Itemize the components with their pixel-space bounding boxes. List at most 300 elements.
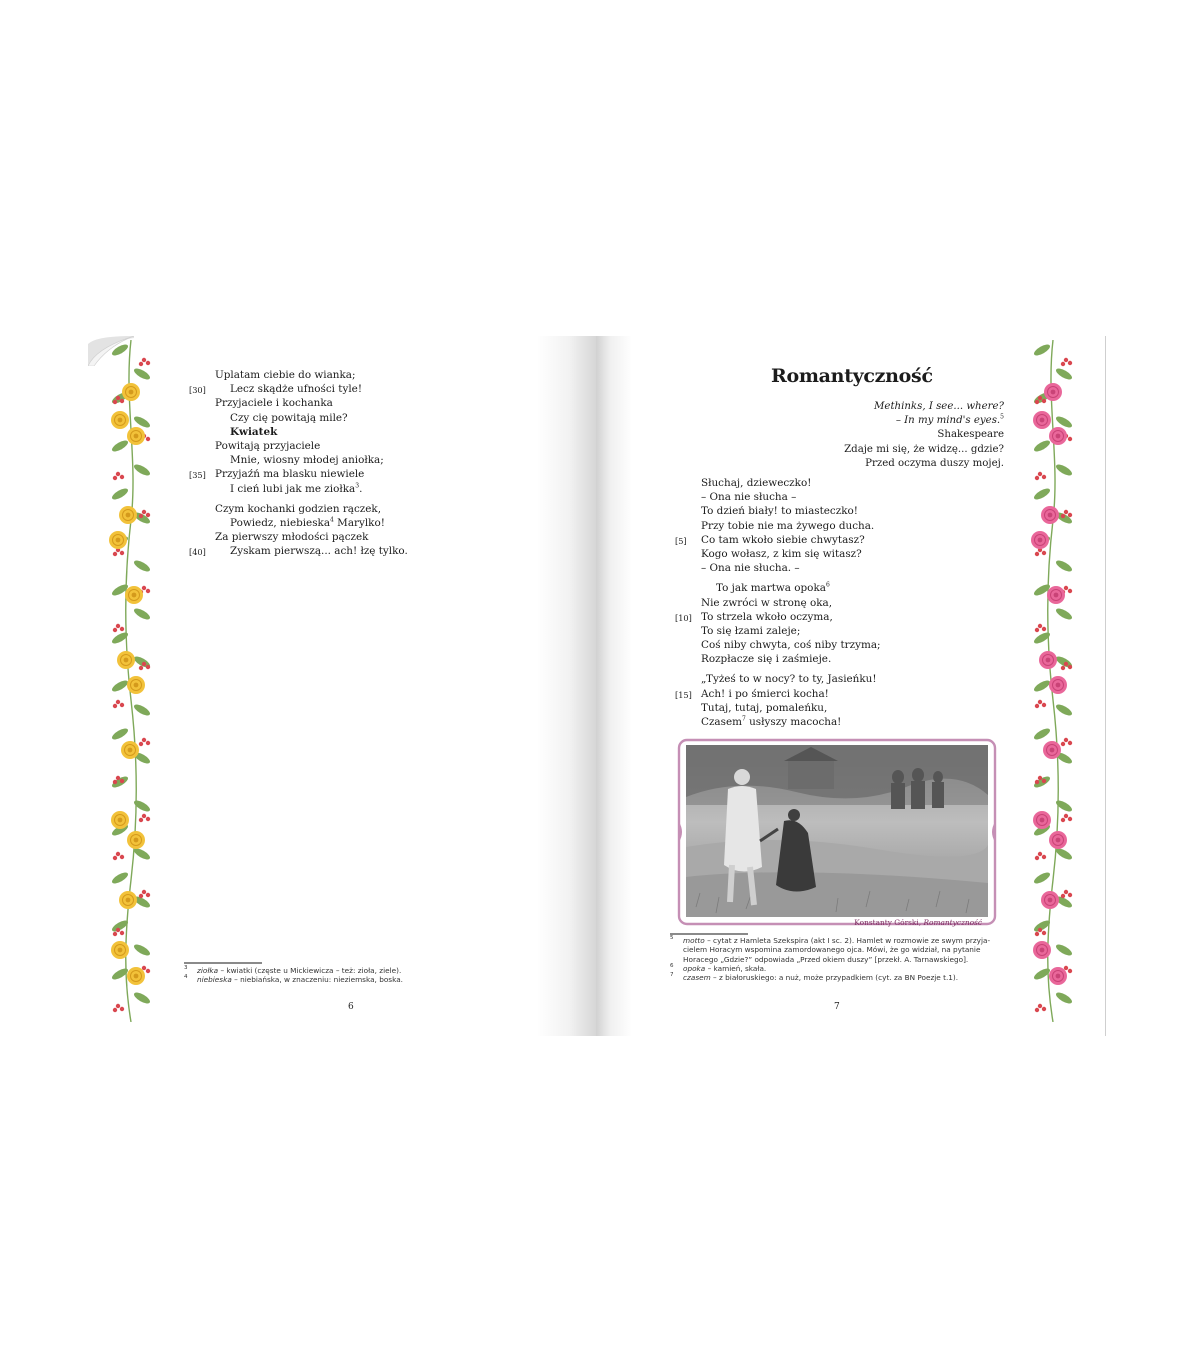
berry-icon — [1038, 396, 1042, 400]
verse-line — [215, 502, 408, 516]
verse-text — [701, 548, 862, 560]
illustration-painting — [686, 745, 988, 917]
berry-icon — [120, 475, 124, 479]
verse-text-main: To strzela wkoło oczyma, — [701, 610, 833, 623]
verse-text — [215, 468, 364, 480]
berry-icon — [116, 700, 120, 704]
rose-icon — [1049, 676, 1067, 694]
rose-icon — [111, 811, 129, 829]
gutter-shadow — [536, 336, 596, 1036]
verse-line — [701, 624, 881, 638]
berry-icon — [1068, 893, 1072, 897]
berry-icon — [116, 1004, 120, 1008]
caption-author: Konstanty Górski, — [854, 918, 922, 927]
footnote-number: 7 — [670, 972, 674, 979]
berry-icon — [1068, 513, 1072, 517]
left-page — [88, 336, 596, 1036]
verse-text-main: Czy cię powitają mile? — [230, 411, 348, 424]
verse-line — [675, 687, 881, 701]
footnote-term: opoka — [683, 963, 706, 973]
berry-icon — [1042, 627, 1046, 631]
rose-icon — [111, 941, 129, 959]
verse-text — [701, 702, 827, 714]
berry-icon — [120, 551, 124, 555]
footnote-text: cielem Horacym wspomina zamordowanego ojca. Mówi, że go widział, na pytanie — [683, 945, 981, 955]
page-number: 6 — [348, 1002, 354, 1012]
verse-text-main: Powiedz, niebieska — [230, 516, 331, 529]
footnote-term: ziołka — [197, 966, 219, 975]
verse-text-rest: Marylko! — [333, 516, 385, 529]
verse-text — [215, 545, 408, 557]
line-number: [40] — [189, 547, 206, 558]
berry-icon — [1035, 400, 1039, 404]
leaf-icon — [1032, 486, 1051, 501]
verse-text — [215, 383, 362, 395]
berry-icon — [113, 932, 117, 936]
berry-icon — [1068, 589, 1072, 593]
leaf-icon — [1054, 990, 1073, 1005]
berry-icon — [139, 666, 143, 670]
verse-text-main: Mnie, wiosny młodej aniołka; — [230, 454, 384, 467]
leaf-icon — [1054, 942, 1073, 957]
berry-icon — [120, 931, 124, 935]
leaf-icon — [132, 558, 151, 573]
berry-icon — [1068, 665, 1072, 669]
verse-line — [215, 439, 408, 453]
page-number: 7 — [834, 1002, 840, 1012]
verse-line — [189, 544, 408, 558]
leaf-icon — [132, 366, 151, 381]
footnote — [670, 973, 1006, 982]
rose-icon — [117, 651, 135, 669]
verse-text-main: Zyskam pierwszą... ach! łzę tylko. — [230, 545, 408, 558]
footnote-number: 4 — [184, 974, 188, 981]
footnote — [670, 936, 1006, 945]
motto-translation: Zdaje mi się, że widzę... gdzie? — [844, 443, 1004, 455]
verse-text-main: Za pierwszy młodości pączek — [215, 531, 369, 544]
berry-icon — [120, 1007, 124, 1011]
leaf-icon — [1054, 462, 1073, 477]
verse-line — [675, 610, 881, 624]
verse-text-main: Czasem — [701, 716, 742, 728]
verse-line — [189, 467, 408, 481]
verse-text-main: Słuchaj, dzieweczko! — [701, 477, 812, 489]
verse-line — [215, 530, 408, 544]
leaf-icon — [110, 486, 129, 501]
verse-text-main: Czym kochanki godzien rączek, — [215, 502, 382, 515]
verse-line — [701, 701, 881, 715]
berry-icon — [116, 472, 120, 476]
line-number: [5] — [675, 535, 687, 546]
footnotes — [184, 966, 403, 985]
leaf-icon — [1032, 438, 1051, 453]
berry-icon — [1035, 704, 1039, 708]
verse-text — [701, 611, 833, 623]
footnote-term: motto — [683, 936, 705, 945]
berry-icon — [1038, 1004, 1042, 1008]
verse-text — [701, 597, 832, 609]
verse-line — [701, 596, 881, 610]
berry-icon — [142, 738, 146, 742]
footnote-marker[interactable]: 6 — [825, 581, 830, 589]
verse-line — [701, 581, 881, 595]
rose-icon — [1039, 651, 1057, 669]
verse-line — [189, 382, 408, 396]
berry-icon — [113, 552, 117, 556]
leaf-icon — [132, 990, 151, 1005]
rose-icon — [1033, 941, 1051, 959]
verse-line — [701, 547, 881, 561]
berry-icon — [1035, 932, 1039, 936]
verse-text — [701, 653, 831, 665]
berry-icon — [120, 855, 124, 859]
verse-text — [701, 520, 874, 532]
verse-text-rest: usłyszy macocha! — [745, 716, 842, 728]
berry-icon — [1064, 510, 1068, 514]
verse-text-main: Ach! i po śmierci kocha! — [701, 687, 829, 700]
berry-icon — [116, 624, 120, 628]
verse-line — [675, 533, 881, 547]
footnote — [670, 945, 1006, 954]
footnote-marker[interactable]: 4 — [330, 516, 334, 524]
berry-icon — [1064, 586, 1068, 590]
berry-icon — [1061, 742, 1065, 746]
yellow-rose-border-icon — [106, 340, 156, 1022]
berry-icon — [120, 399, 124, 403]
berry-icon — [1042, 475, 1046, 479]
rose-icon — [127, 831, 145, 849]
berry-icon — [113, 780, 117, 784]
rose-icon — [109, 531, 127, 549]
leaf-icon — [1054, 366, 1073, 381]
berry-icon — [120, 627, 124, 631]
verse-text — [215, 517, 385, 529]
berry-icon — [142, 814, 146, 818]
verse-text-main: Przy tobie nie ma żywego ducha. — [701, 519, 875, 532]
page-edge — [1105, 336, 1106, 1036]
verse-text-main: – Ona nie słucha – — [701, 491, 797, 504]
berry-icon — [1068, 361, 1072, 365]
illustration-frame — [676, 737, 998, 927]
leaf-icon — [110, 678, 129, 693]
berry-icon — [116, 852, 120, 856]
berry-icon — [146, 817, 150, 821]
motto — [844, 400, 1004, 471]
poem-body — [675, 476, 881, 729]
verse-line — [215, 411, 408, 425]
leaf-icon — [1054, 558, 1073, 573]
berry-icon — [113, 1008, 117, 1012]
berry-icon — [1061, 514, 1065, 518]
berry-icon — [1064, 738, 1068, 742]
verse-text-main: To jak martwa opoka — [716, 582, 826, 595]
berry-icon — [146, 437, 150, 441]
rose-icon — [1049, 967, 1067, 985]
gutter-shadow — [596, 336, 632, 1036]
footnote-text: – z białoruskiego: a nuż, może przypadkiem (cyt. za BN Poezje t.1). — [710, 973, 959, 983]
berry-icon — [1064, 814, 1068, 818]
verse-text — [215, 454, 384, 466]
verse-text-main: – Ona nie słucha. – — [701, 562, 800, 575]
berry-icon — [1064, 890, 1068, 894]
verse-text — [701, 673, 877, 685]
berry-icon — [1068, 741, 1072, 745]
verse-text — [701, 491, 796, 503]
berry-icon — [1038, 700, 1042, 704]
verse-text — [701, 505, 858, 517]
berry-icon — [1035, 552, 1039, 556]
verse-text — [701, 534, 865, 546]
motto-author: Shakespeare — [937, 429, 1004, 441]
footnote-marker[interactable]: 7 — [741, 715, 746, 723]
rose-icon — [1049, 427, 1067, 445]
rose-icon — [1047, 586, 1065, 604]
illustration-villagers — [891, 768, 944, 809]
verse-line — [701, 519, 881, 533]
verse-text-main: Lecz skądże ufności tyle! — [230, 383, 363, 396]
berry-icon — [1061, 894, 1065, 898]
rose-icon — [1044, 383, 1062, 401]
verse-text-rest: . — [359, 482, 363, 495]
footnote-number: 6 — [670, 962, 674, 969]
berry-icon — [1035, 1008, 1039, 1012]
leaf-icon — [110, 438, 129, 453]
berry-icon — [113, 476, 117, 480]
berry-icon — [139, 894, 143, 898]
speaker-heading — [215, 425, 408, 439]
berry-icon — [1042, 855, 1046, 859]
berry-icon — [1061, 666, 1065, 670]
berry-icon — [1068, 969, 1072, 973]
footnote-text: Horacego „Gdzie?” odpowiada „Przed okiem duszy” [przekł. A. Tarnawskiego]. — [683, 954, 969, 964]
leaf-icon — [1032, 726, 1051, 741]
footnote-rule — [670, 933, 748, 935]
leaf-icon — [1054, 606, 1073, 621]
verse-line — [701, 490, 881, 504]
footnote-text: – cytat z Hamleta Szekspira (akt I sc. 2). Hamlet w rozmowie ze swym przyja- — [704, 936, 991, 945]
berry-icon — [1038, 852, 1042, 856]
berry-icon — [1064, 662, 1068, 666]
berry-icon — [113, 704, 117, 708]
verse-text-main: Rozpłacze się i zaśmieje. — [701, 653, 832, 666]
berry-icon — [116, 928, 120, 932]
verse-text-main: Nie zwróci w stronę oka, — [701, 596, 833, 609]
verse-text — [215, 503, 381, 515]
berry-icon — [1064, 966, 1068, 970]
leaf-icon — [1032, 342, 1051, 357]
leaf-icon — [132, 462, 151, 477]
illustration-caption — [736, 918, 982, 927]
rose-icon — [119, 891, 137, 909]
verse-text — [701, 562, 800, 574]
motto-translation: Przed oczyma duszy mojej. — [865, 457, 1004, 469]
verse-text-main: Coś niby chwyta, coś niby trzyma; — [701, 639, 881, 652]
motto-line-text: – In my mind's eyes. — [895, 415, 1001, 427]
verse-line — [215, 482, 408, 496]
footnote-term: czasem — [683, 973, 711, 983]
verse-text-main: Przyjaciele i kochanka — [215, 397, 333, 410]
berry-icon — [146, 589, 150, 593]
berry-icon — [1042, 1007, 1046, 1011]
line-number: [35] — [189, 470, 206, 481]
berry-icon — [139, 818, 143, 822]
berry-icon — [1042, 931, 1046, 935]
verse-line — [701, 672, 881, 686]
berry-icon — [1035, 780, 1039, 784]
footnote-marker[interactable]: 5 — [1000, 413, 1004, 421]
verse-text — [215, 412, 348, 424]
berry-icon — [139, 742, 143, 746]
leaf-icon — [110, 342, 129, 357]
berry-icon — [1042, 551, 1046, 555]
verse-line — [701, 504, 881, 518]
berry-icon — [1035, 856, 1039, 860]
verse-text — [215, 531, 368, 543]
verse-line — [701, 715, 881, 729]
right-page — [596, 336, 1108, 1036]
verse-text — [701, 582, 830, 594]
verse-text — [701, 688, 829, 700]
poem-continuation — [189, 368, 408, 558]
berry-icon — [116, 776, 120, 780]
verse-text — [215, 369, 355, 381]
verse-line — [701, 476, 881, 490]
footnote-text: – niebiańska, w znaczeniu: nieziemska, boska. — [231, 975, 403, 985]
verse-text — [701, 625, 800, 637]
berry-icon — [146, 969, 150, 973]
berry-icon — [1038, 624, 1042, 628]
motto-line: Methinks, I see... where? — [874, 401, 1004, 412]
berry-icon — [142, 966, 146, 970]
berry-icon — [1061, 362, 1065, 366]
verse-line — [701, 561, 881, 575]
berry-icon — [120, 703, 124, 707]
berry-icon — [142, 358, 146, 362]
berry-icon — [142, 510, 146, 514]
leaf-icon — [132, 606, 151, 621]
berry-icon — [146, 361, 150, 365]
footnote-rule — [184, 962, 262, 964]
verse-text-main: Kogo wołasz, z kim się witasz? — [701, 547, 862, 560]
berry-icon — [113, 628, 117, 632]
verse-text — [215, 483, 362, 495]
rose-icon — [1041, 891, 1059, 909]
footnote-text: – kamień, skała. — [705, 963, 767, 973]
line-number: [30] — [189, 385, 206, 396]
berry-icon — [1061, 818, 1065, 822]
berry-icon — [1035, 476, 1039, 480]
berry-icon — [1064, 358, 1068, 362]
berry-icon — [146, 741, 150, 745]
berry-icon — [1068, 437, 1072, 441]
footnote — [670, 964, 1006, 973]
footnote — [670, 955, 1006, 964]
rose-icon — [1041, 506, 1059, 524]
footnotes — [670, 936, 1006, 982]
rose-icon — [121, 741, 139, 759]
berry-icon — [113, 400, 117, 404]
leaf-icon — [110, 726, 129, 741]
footnote — [184, 966, 403, 975]
verse-text — [701, 477, 811, 489]
berry-icon — [139, 362, 143, 366]
poem-title: Romantyczność — [771, 365, 933, 387]
verse-text-main: To się łzami zaleje; — [701, 624, 801, 637]
rose-icon — [119, 506, 137, 524]
berry-icon — [116, 396, 120, 400]
footnote-text: – kwiatki (częste u Mickiewicza – też: zioła, ziele). — [218, 966, 402, 975]
berry-icon — [142, 890, 146, 894]
rose-icon — [1043, 741, 1061, 759]
rose-icon — [127, 967, 145, 985]
verse-text — [701, 716, 841, 728]
berry-icon — [113, 856, 117, 860]
footnote-marker[interactable]: 3 — [355, 482, 360, 490]
line-number: [10] — [675, 612, 692, 623]
berry-icon — [1035, 628, 1039, 632]
verse-line — [701, 652, 881, 666]
verse-text-main: Tutaj, tutaj, pomaleńku, — [701, 701, 828, 714]
leaf-icon — [1054, 702, 1073, 717]
berry-icon — [1038, 776, 1042, 780]
verse-line — [215, 396, 408, 410]
leaf-icon — [1032, 870, 1051, 885]
rose-icon — [125, 586, 143, 604]
verse-line — [215, 516, 408, 530]
motto-line — [844, 414, 1004, 428]
rose-icon — [127, 676, 145, 694]
leaf-icon — [132, 942, 151, 957]
rose-icon — [122, 383, 140, 401]
berry-icon — [1038, 472, 1042, 476]
verse-text — [215, 397, 333, 409]
rose-icon — [111, 411, 129, 429]
leaf-icon — [110, 870, 129, 885]
verse-line — [701, 638, 881, 652]
berry-icon — [1042, 703, 1046, 707]
berry-icon — [120, 779, 124, 783]
footnote-term: niebieska — [197, 975, 232, 985]
footnote-number: 5 — [670, 935, 674, 941]
verse-text-main: Uplatam ciebie do wianka; — [215, 369, 356, 381]
verse-text — [701, 639, 881, 651]
footnote-number: 3 — [184, 965, 188, 971]
verse-text-main: Powitają przyjaciele — [215, 439, 321, 452]
leaf-icon — [1032, 678, 1051, 693]
pink-rose-border-icon — [1028, 340, 1078, 1022]
verse-text-main: Co tam wkoło siebie chwytasz? — [701, 533, 865, 546]
berry-icon — [142, 662, 146, 666]
rose-icon — [127, 427, 145, 445]
rose-icon — [1049, 831, 1067, 849]
rose-icon — [1033, 411, 1051, 429]
berry-icon — [146, 665, 150, 669]
speaker-name: Kwiatek — [230, 425, 278, 438]
caption-work: Romantyczność — [923, 918, 982, 927]
leaf-icon — [132, 702, 151, 717]
berry-icon — [139, 514, 143, 518]
berry-icon — [1068, 817, 1072, 821]
verse-text-main: Przyjaźń ma blasku niewiele — [215, 468, 365, 481]
verse-line — [215, 453, 408, 467]
rose-icon — [1031, 531, 1049, 549]
berry-icon — [1042, 779, 1046, 783]
berry-icon — [146, 893, 150, 897]
verse-text-main: „Tyżeś to w nocy? to ty, Jasieńku! — [701, 673, 877, 686]
verse-line — [215, 368, 408, 382]
berry-icon — [142, 586, 146, 590]
berry-icon — [146, 513, 150, 517]
